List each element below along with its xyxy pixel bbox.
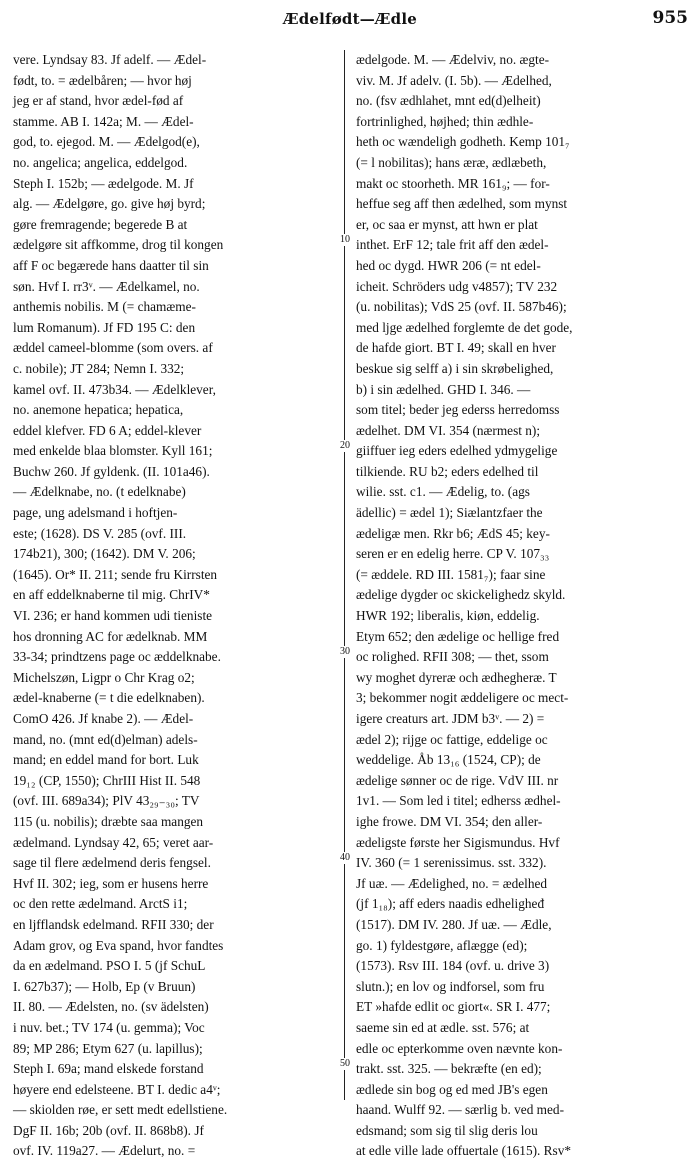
text-line: Steph I. 69a; mand elskede forstand <box>13 1061 204 1077</box>
text-line: ædel 2); rijge oc fattige, eddelige oc <box>356 731 548 747</box>
text-line: de hafde giort. BT I. 49; skall en hver <box>356 340 556 356</box>
text-line: wy moghet dyreræ och ædhegheræ. T <box>356 669 557 685</box>
text-line: ædel-knaberne (= t die edelknaben). <box>13 690 205 706</box>
text-line: stamme. AB I. 142a; M. — Ædel- <box>13 113 194 129</box>
text-line: no. anemone hepatica; hepatica, <box>13 402 184 418</box>
text-line: heth oc wændeligh godheth. Kemp 101₇ <box>356 134 570 150</box>
text-line: este; (1628). DS V. 285 (ovf. III. <box>13 525 187 541</box>
text-line: eddel klefver. FD 6 A; eddel-klever <box>13 422 202 438</box>
text-line: 19₁₂ (CP, 1550); ChrIII Hist II. 548 <box>13 772 201 788</box>
page-number: 955 <box>652 8 688 28</box>
text-line: som titel; beder jeg ederss herredomss <box>356 402 560 418</box>
text-line: mand; en eddel mand for bort. Luk <box>13 752 199 768</box>
text-line: (= æddele. RD III. 1581₇); faar sine <box>356 566 546 582</box>
text-line: ædlede sin bog og ed med JB's egen <box>356 1081 548 1097</box>
text-line: lum Romanum). Jf FD 195 C: den <box>13 319 196 335</box>
text-line: — skiolden røe, er sett medt edellstiene. <box>13 1102 228 1118</box>
text-line: no. angelica; angelica, eddelgod. <box>13 154 188 170</box>
text-line: ovf. IV. 119a27. — Ædelurt, no. = <box>13 1143 196 1159</box>
text-line: mand, no. (mnt ed(d)elman) adels- <box>13 731 198 747</box>
text-line: søn. Hvf I. rr3ᵛ. — Ædelkamel, no. <box>13 278 200 294</box>
line-number-marker: 40 <box>337 852 353 864</box>
column-divider <box>344 50 345 1100</box>
text-line: 115 (u. nobilis); dræbte saa mangen <box>13 813 204 829</box>
text-line: weddelige. Åb 13₁₆ (1524, CP); de <box>356 752 541 768</box>
text-line: b) i sin ædelhed. GHD I. 346. — <box>356 381 531 397</box>
text-line: Adam grov, og Eva spand, hvor fandtes <box>13 937 224 953</box>
running-title: Ædelfødt—Ædle <box>283 10 417 28</box>
text-line: (= l nobilitas); hans æræ, ædlæbeth, <box>356 154 547 170</box>
line-number-marker: 50 <box>337 1058 353 1070</box>
text-line: fortrinlighed, højhed; thin ædhle- <box>356 113 534 129</box>
text-line: saeme sin ed at ædle. sst. 576; at <box>356 1019 530 1035</box>
text-line: Michelszøn, Ligpr o Chr Krag o2; <box>13 669 195 685</box>
text-line: inthet. ErF 12; tale frit aff den ædel- <box>356 237 549 253</box>
text-line: ædelgøre sit affkomme, drog til kongen <box>13 237 224 253</box>
text-line: med ljge ædelhed forglemte de det gode, <box>356 319 573 335</box>
text-line: icheit. Schröders udg v4857); TV 232 <box>356 278 558 294</box>
text-line: hed oc dygd. HWR 206 (= nt edel- <box>356 257 541 273</box>
right-column <box>356 50 680 1159</box>
text-line: Hvf II. 302; ieg, som er husens herre <box>13 875 209 891</box>
text-line: en aff eddelknaberne til mig. ChrIV* <box>13 587 210 603</box>
text-line: ädellic) = ædel 1); Siælantzfaer the <box>356 505 543 521</box>
text-line: I. 627b37); — Holb, Ep (v Bruun) <box>13 978 196 994</box>
text-line: 3; bekommer nogit æddeligere oc mect- <box>356 690 569 706</box>
text-line: en ljfflandsk edelmand. RFII 330; der <box>13 916 214 932</box>
text-line: ædelige dygder oc skickelighedz skyld. <box>356 587 566 603</box>
line-number-marker: 20 <box>337 440 353 452</box>
text-line: god, to. ejegod. M. — Ædelgod(e), <box>13 134 200 150</box>
text-line: Etym 652; den ædelige oc hellige fred <box>356 628 560 644</box>
text-line: 89; MP 286; Etym 627 (u. lapillus); <box>13 1040 203 1056</box>
text-line: i nuv. bet.; TV 174 (u. gemma); Voc <box>13 1019 205 1035</box>
text-line: c. nobile); JT 284; Nemn I. 332; <box>13 360 185 376</box>
text-line: seren er en edelig herre. CP V. 107₃₃ <box>356 546 550 562</box>
text-line: ET »hafde edlit oc giort«. SR I. 477; <box>356 999 551 1015</box>
left-column <box>13 50 334 1159</box>
text-line: oc rolighed. RFII 308; — thet, ssom <box>356 649 549 665</box>
text-line: med enkelde blaa blomster. Kyll 161; <box>13 443 213 459</box>
text-line: edsmand; som sig til slig deris lou <box>356 1122 538 1138</box>
text-line: — Ædelknabe, no. (t edelknabe) <box>13 484 186 500</box>
text-line: vere. Lyndsay 83. Jf adelf. — Ædel- <box>13 52 207 67</box>
text-line: no. (fsv ædhlahet, mnt ed(d)elheit) <box>356 93 541 109</box>
text-line: Jf uæ. — Ædelighed, no. = ædelhed <box>356 875 548 891</box>
text-line: (1645). Or* II. 211; sende fru Kirrsten <box>13 566 218 582</box>
text-line: (jf 1₁₈); aff eders naadis edheligheđ <box>356 896 545 912</box>
running-header <box>0 8 700 32</box>
text-line: født, to. = ædelbåren; — hvor høj <box>13 72 192 88</box>
text-line: at edle ville lade offuertale (1615). Rsv* <box>356 1143 572 1159</box>
text-line: makt oc stoorheth. MR 161₉; — for- <box>356 175 550 191</box>
text-line: beskue sig selff a) i sin skrøbelighed, <box>356 360 554 376</box>
text-line: ighe frowe. DM VI. 354; den aller- <box>356 813 543 829</box>
text-line: hos dronning AC for ædelknab. MM <box>13 628 208 644</box>
text-line: alg. — Ædelgøre, go. give høj byrd; <box>13 196 206 212</box>
text-line: DgF II. 16b; 20b (ovf. II. 868b8). Jf <box>13 1122 204 1138</box>
text-line: tilkiende. RU b2; eders edelhed til <box>356 463 539 479</box>
text-line: VI. 236; er hand kommen udi tieniste <box>13 608 213 624</box>
text-line: er, oc saa er mynst, att hwn er plat <box>356 216 538 232</box>
text-line: ædeligste første her Sigismundus. Hvf <box>356 834 560 850</box>
text-line: oc den rette ædelmand. ArctS i1; <box>13 896 188 912</box>
text-line: HWR 192; liberalis, kiøn, eddelig. <box>356 608 540 624</box>
text-line: igere creaturs art. JDM b3ᵛ. — 2) = <box>356 711 545 726</box>
text-line: anthemis nobilis. M (= chamæme- <box>13 299 196 315</box>
text-line: aff F oc begærede hans daatter til sin <box>13 257 209 273</box>
text-line: Steph I. 152b; — ædelgode. M. Jf <box>13 175 194 191</box>
text-line: 33-34; prindtzens page oc æddelknabe. <box>13 649 221 665</box>
text-line: ComO 426. Jf knabe 2). — Ædel- <box>13 711 194 726</box>
text-line: jeg er af stand, hvor ædel-fød af <box>13 93 184 109</box>
text-line: kamel ovf. II. 473b34. — Ædelklever, <box>13 381 216 397</box>
text-line: go. 1) fyldestgøre, aflægge (ed); <box>356 937 528 953</box>
text-line: heffue seg aff then ædelhed, som mynst <box>356 196 568 212</box>
text-line: ædeligæ men. Rkr b6; ÆdS 45; key- <box>356 525 550 541</box>
text-line: (1573). Rsv III. 184 (ovf. u. drive 3) <box>356 958 550 974</box>
text-line: (u. nobilitas); VdS 25 (ovf. II. 587b46); <box>356 299 567 315</box>
text-line: giiffuer ieg eders edelhed ydmygelige <box>356 443 558 459</box>
text-line: viv. M. Jf adelv. (I. 5b). — Ædelhed, <box>356 72 552 88</box>
text-line: slutn.); en lov og indforsel, som fru <box>356 978 545 994</box>
text-line: gøre fremragende; begerede B at <box>13 216 188 232</box>
text-line: sage til flere ædelmend deris fengsel. <box>13 855 211 871</box>
text-line: ædelgode. M. — Ædelviv, no. ægte- <box>356 52 550 67</box>
text-line: 174b21), 300; (1642). DM V. 206; <box>13 546 196 562</box>
line-number-marker: 10 <box>337 234 353 246</box>
text-line: haand. Wulff 92. — særlig b. ved med- <box>356 1102 564 1118</box>
text-line: ædelige sønner oc de rige. VdV III. nr <box>356 772 559 788</box>
text-line: trakt. sst. 325. — bekræfte (en ed); <box>356 1061 542 1077</box>
text-line: ædelhet. DM VI. 354 (nærmest n); <box>356 422 541 438</box>
line-number-marker: 30 <box>337 646 353 658</box>
text-line: Buchw 260. Jf gyldenk. (II. 101a46). <box>13 463 210 479</box>
text-line: ædelmand. Lyndsay 42, 65; veret aar- <box>13 834 214 850</box>
text-line: (1517). DM IV. 280. Jf uæ. — Ædle, <box>356 916 552 932</box>
text-line: 1v1. — Som led i titel; edherss ædhel- <box>356 793 561 809</box>
text-line: æddel cameel-blomme (som overs. af <box>13 340 213 356</box>
text-line: (ovf. III. 689a34); PlV 43₂₉₋₃₀; TV <box>13 793 200 809</box>
text-line: høyere end edelsteene. BT I. dedic a4ᵛ; <box>13 1081 221 1097</box>
text-line: IV. 360 (= 1 serenissimus. sst. 332). <box>356 855 547 871</box>
text-line: wilie. sst. c1. — Ædelig, to. (ags <box>356 484 530 500</box>
text-line: edle oc epterkomme oven nævnte kon- <box>356 1040 563 1056</box>
text-line: da en ædelmand. PSO I. 5 (jf SchuL <box>13 958 206 974</box>
text-line: II. 80. — Ædelsten, no. (sv ädelsten) <box>13 999 209 1015</box>
text-line: page, ung adelsmand i hoftjen- <box>13 505 178 521</box>
